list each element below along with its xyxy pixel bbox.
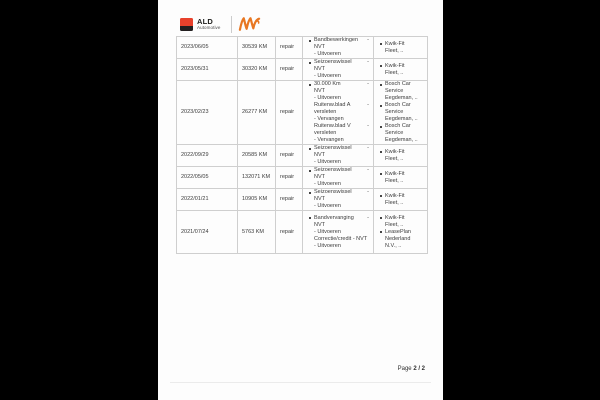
text-line: Fleet, .. [385,199,404,206]
text-line: Eegdeman, .. [385,116,418,122]
cell-repair-type: repair [276,167,303,189]
cell-date: 2022/01/21 [177,189,238,211]
cell-date: 2023/06/05 [177,37,238,59]
cell-supplier [374,167,428,189]
cell-repair-type: repair [276,37,303,59]
cell-description [303,37,374,59]
brand-wordmark [197,18,221,31]
bullet-icon [380,126,382,128]
bullet-icon [380,195,382,197]
bullet-item [378,63,426,77]
text-line: Fleet, .. [385,155,404,162]
text-line: Seizoenswissel - [314,59,369,65]
cell-km: 26277 KM [238,81,276,145]
text-line: Nederland [385,235,411,242]
table-body [177,37,428,254]
text-line: - Uitvoeren [314,228,341,235]
page-value: 2 / 2 [413,366,425,372]
table-row [177,145,428,167]
table-row [177,167,428,189]
bullet-item [378,171,426,185]
brand-name: ALD [197,16,214,26]
text-line: Fleet, .. [385,47,404,54]
text-line: Bandbewerkingen - [314,37,369,43]
text-line: - Uitvoeren [314,159,341,165]
text-line: - Vervangen [314,137,344,143]
cell-supplier [374,145,428,167]
bullet-icon [380,43,382,45]
brand-subtitle: Automotive [197,25,221,30]
text-line: Service [385,130,404,136]
bullet-item [378,149,426,163]
text-line: Kwik-Fit [385,170,405,177]
bullet-icon [309,62,311,64]
page-label: Page [397,366,412,372]
bullet-icon [380,173,382,175]
bullet-icon [309,217,311,219]
bullet-item [378,215,426,229]
bullet-item [378,102,426,123]
text-line: Bosch Car [385,81,411,87]
page-number [398,366,425,372]
text-line: - Uitvoeren [314,73,341,79]
bullet-icon [309,84,311,86]
cell-supplier [374,37,428,59]
text-line: Eegdeman, .. [385,137,418,143]
bullet-item [307,167,372,188]
cell-repair-type: repair [276,81,303,145]
bullet-icon [380,151,382,153]
bullet-item [307,37,372,58]
text-line: - Uitvoeren [314,181,341,187]
text-line: - Uitvoeren [314,203,341,209]
cell-repair-type: repair [276,189,303,211]
bullet-icon [380,231,382,233]
text-line: Kwik-Fit [385,148,405,155]
letterbox-left [0,0,158,400]
text-line: Service [385,88,404,94]
cell-description [303,59,374,81]
bullet-item [378,123,426,144]
bullet-icon [309,170,311,172]
text-line: Kwik-Fit [385,40,405,47]
text-line: versleten [314,130,337,136]
text-line: Ruitenw.blad V - [314,123,369,129]
bullet-icon [309,148,311,150]
bullet-icon [380,84,382,86]
text-line: Eegdeman, .. [385,95,418,101]
table-row [177,81,428,145]
text-line: NVT [314,152,325,158]
text-line: NVT [314,196,325,202]
text-line: Seizoenswissel - [314,145,369,151]
cell-date: 2023/02/23 [177,81,238,145]
text-line: Fleet, .. [385,69,404,76]
cell-km: 30320 KM [238,59,276,81]
dealer-signature-icon [238,15,261,33]
cell-km: 132071 KM [238,167,276,189]
bullet-icon [309,192,311,194]
bullet-item [307,81,372,144]
text-line: Ruitenw.blad A - [314,102,369,108]
table-row [177,37,428,59]
cell-km: 30539 KM [238,37,276,59]
cell-description [303,81,374,145]
bullet-item [307,59,372,80]
cell-description [303,167,374,189]
cell-supplier [374,59,428,81]
bullet-icon [380,217,382,219]
cell-repair-type: repair [276,145,303,167]
text-line: NVT [314,174,325,180]
cell-km: 10905 KM [238,189,276,211]
text-line: Bosch Car [385,102,411,108]
table-row [177,211,428,254]
text-line: NVT [314,66,325,72]
cell-description [303,211,374,254]
bullet-icon [380,65,382,67]
text-line: N.V., .. [385,242,402,249]
bullet-item [307,145,372,166]
letterbox-right [443,0,600,400]
text-line: - Vervangen [314,116,344,122]
footer-divider [170,382,431,383]
text-line: 30.000 Km - [314,81,369,87]
cell-supplier [374,189,428,211]
text-line: LeasePlan [385,228,411,235]
text-line: - Uitvoeren [314,242,341,249]
text-line: Seizoenswissel - [314,167,369,173]
cell-date: 2022/09/29 [177,145,238,167]
cell-km: 5763 KM [238,211,276,254]
text-line: NVT [314,88,325,94]
table-row [177,59,428,81]
text-line: Service [385,109,404,115]
table-row [177,189,428,211]
cell-date: 2023/05/31 [177,59,238,81]
cell-supplier [374,81,428,145]
bullet-item [307,215,372,250]
bullet-item [307,189,372,210]
text-line: Bosch Car [385,123,411,129]
text-line: NVT [314,44,325,50]
ald-logo-icon [180,18,193,31]
text-line: Kwik-Fit [385,192,405,199]
cell-description [303,145,374,167]
document-page [158,0,443,400]
text-line: Fleet, .. [385,177,404,184]
text-line: Kwik-Fit [385,62,405,69]
bullet-icon [309,40,311,42]
brand-header [180,14,261,34]
cell-supplier [374,211,428,254]
cell-date: 2022/05/05 [177,167,238,189]
text-line: Seizoenswissel - [314,189,369,195]
cell-repair-type: repair [276,211,303,254]
bullet-item [378,41,426,55]
cell-km: 20585 KM [238,145,276,167]
bullet-item [378,193,426,207]
cell-description [303,189,374,211]
bullet-item [378,81,426,102]
cell-date: 2021/07/24 [177,211,238,254]
text-line: Kwik-Fit [385,214,405,221]
text-line: Fleet, .. [385,221,404,228]
text-line: versleten [314,109,337,115]
bullet-item [378,229,426,250]
text-line: Bandvervanging - [314,214,369,221]
text-line: Correctie/credit - NVT [314,235,368,242]
text-line: NVT [314,221,325,228]
header-divider [231,16,232,33]
cell-repair-type: repair [276,59,303,81]
bullet-icon [380,105,382,107]
text-line: - Uitvoeren [314,95,341,101]
text-line: - Uitvoeren [314,51,341,57]
maintenance-history-table [176,36,428,254]
